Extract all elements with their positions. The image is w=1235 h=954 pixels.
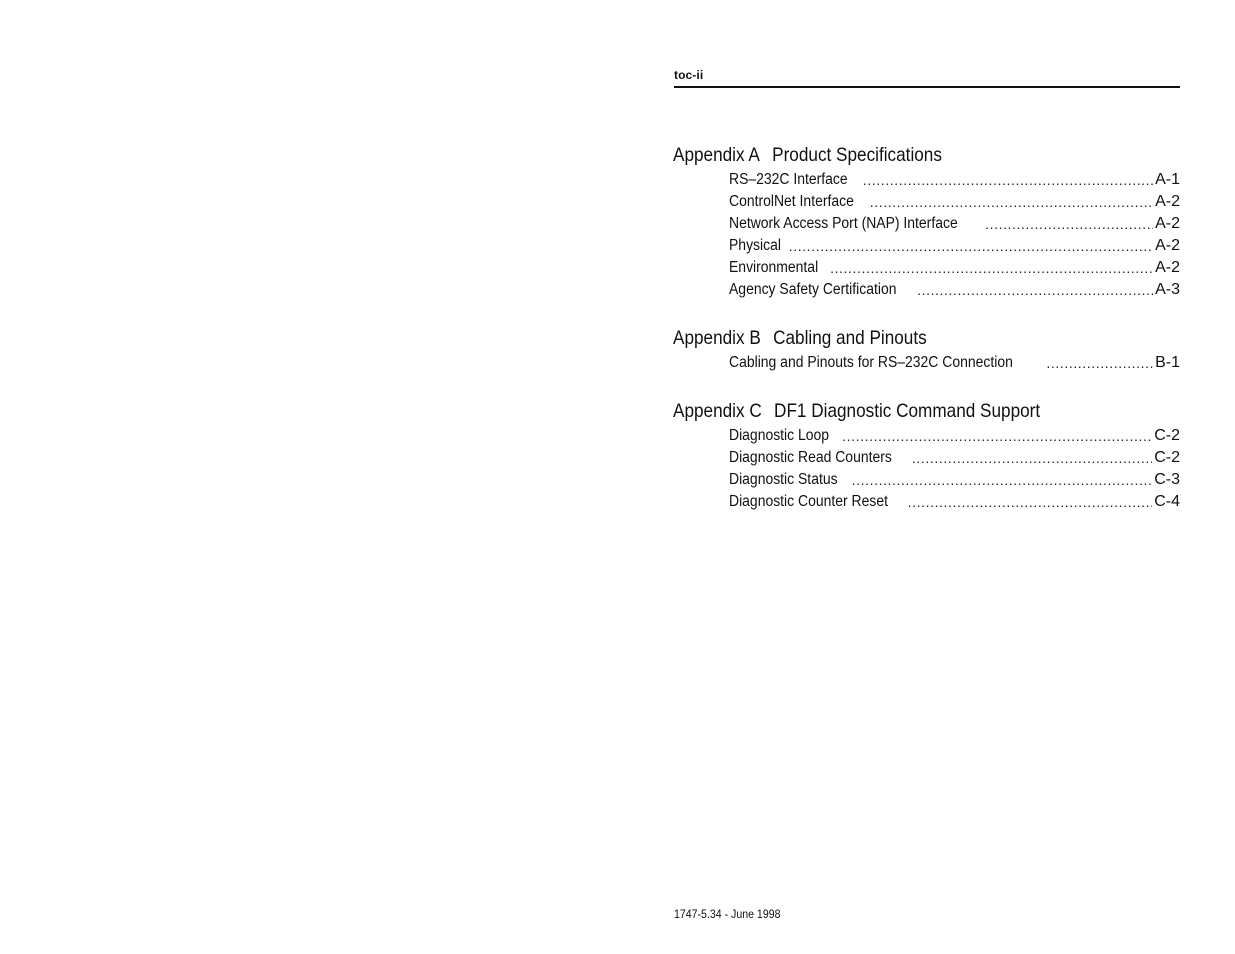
dot-leader bbox=[842, 425, 1152, 447]
dot-leader bbox=[985, 213, 1153, 235]
toc-entry-title: Agency Safety Certification bbox=[729, 281, 897, 298]
toc-entry-page: A-2 bbox=[1155, 237, 1180, 254]
page-number-label: toc-ii bbox=[674, 68, 704, 82]
toc-entry-page: C-4 bbox=[1154, 493, 1180, 510]
toc-entry-page: C-2 bbox=[1154, 449, 1180, 466]
toc-entry-title: Diagnostic Read Counters bbox=[729, 449, 892, 466]
appendix-title: DF1 Diagnostic Command Support bbox=[774, 400, 1041, 422]
toc-entry-title: Cabling and Pinouts for RS–232C Connection bbox=[729, 354, 1013, 371]
toc-entry[interactable] bbox=[729, 425, 1180, 447]
dot-leader bbox=[863, 169, 1153, 191]
toc-entry[interactable] bbox=[729, 257, 1180, 279]
toc-entry-title: Environmental bbox=[729, 259, 819, 276]
toc-entry-title: Diagnostic Loop bbox=[729, 427, 830, 444]
toc-entry-title: RS–232C Interface bbox=[729, 171, 848, 188]
toc-entry-title: ControlNet Interface bbox=[729, 193, 854, 210]
appendix-title: Cabling and Pinouts bbox=[773, 327, 927, 349]
dot-leader bbox=[908, 491, 1153, 513]
toc-entry-page: A-3 bbox=[1155, 281, 1180, 298]
toc-entry[interactable] bbox=[729, 235, 1180, 257]
toc-entry-page: A-2 bbox=[1155, 259, 1180, 276]
toc-entry[interactable] bbox=[729, 191, 1180, 213]
dot-leader bbox=[912, 447, 1152, 469]
toc-entry-page: C-2 bbox=[1154, 427, 1180, 444]
dot-leader bbox=[870, 191, 1153, 213]
table-of-contents bbox=[673, 141, 1180, 536]
appendix-a-section bbox=[673, 141, 1180, 301]
toc-entry[interactable] bbox=[729, 279, 1180, 301]
toc-entry[interactable] bbox=[729, 213, 1180, 235]
publication-footer: 1747-5.34 - June 1998 bbox=[674, 909, 781, 921]
appendix-heading[interactable] bbox=[673, 324, 1119, 352]
toc-entry[interactable] bbox=[729, 469, 1180, 491]
dot-leader bbox=[830, 257, 1153, 279]
appendix-b-section bbox=[673, 324, 1180, 374]
toc-entry-page: A-1 bbox=[1155, 171, 1180, 188]
toc-entry-page: B-1 bbox=[1155, 354, 1180, 371]
dot-leader bbox=[789, 235, 1153, 257]
appendix-entries bbox=[729, 425, 1180, 513]
page-header bbox=[674, 66, 1180, 88]
dot-leader bbox=[852, 469, 1153, 491]
appendix-label: Appendix A bbox=[673, 144, 760, 166]
toc-entry[interactable] bbox=[729, 491, 1180, 513]
toc-entry-page: C-3 bbox=[1154, 471, 1180, 488]
appendix-entries bbox=[729, 169, 1180, 301]
toc-entry[interactable] bbox=[729, 352, 1180, 374]
toc-entry-title: Diagnostic Status bbox=[729, 471, 838, 488]
appendix-entries bbox=[729, 352, 1180, 374]
toc-entry-title: Network Access Port (NAP) Interface bbox=[729, 215, 958, 232]
toc-entry[interactable] bbox=[729, 169, 1180, 191]
appendix-label: Appendix C bbox=[673, 400, 762, 422]
dot-leader bbox=[1046, 352, 1153, 374]
appendix-title: Product Specifications bbox=[772, 144, 942, 166]
toc-entry-title: Diagnostic Counter Reset bbox=[729, 493, 888, 510]
dot-leader bbox=[917, 279, 1153, 301]
appendix-c-section bbox=[673, 397, 1180, 513]
toc-entry-page: A-2 bbox=[1155, 215, 1180, 232]
toc-entry[interactable] bbox=[729, 447, 1180, 469]
appendix-heading[interactable] bbox=[673, 141, 1119, 169]
toc-entry-title: Physical bbox=[729, 237, 781, 254]
toc-entry-page: A-2 bbox=[1155, 193, 1180, 210]
appendix-heading[interactable] bbox=[673, 397, 1119, 425]
appendix-label: Appendix B bbox=[673, 327, 761, 349]
